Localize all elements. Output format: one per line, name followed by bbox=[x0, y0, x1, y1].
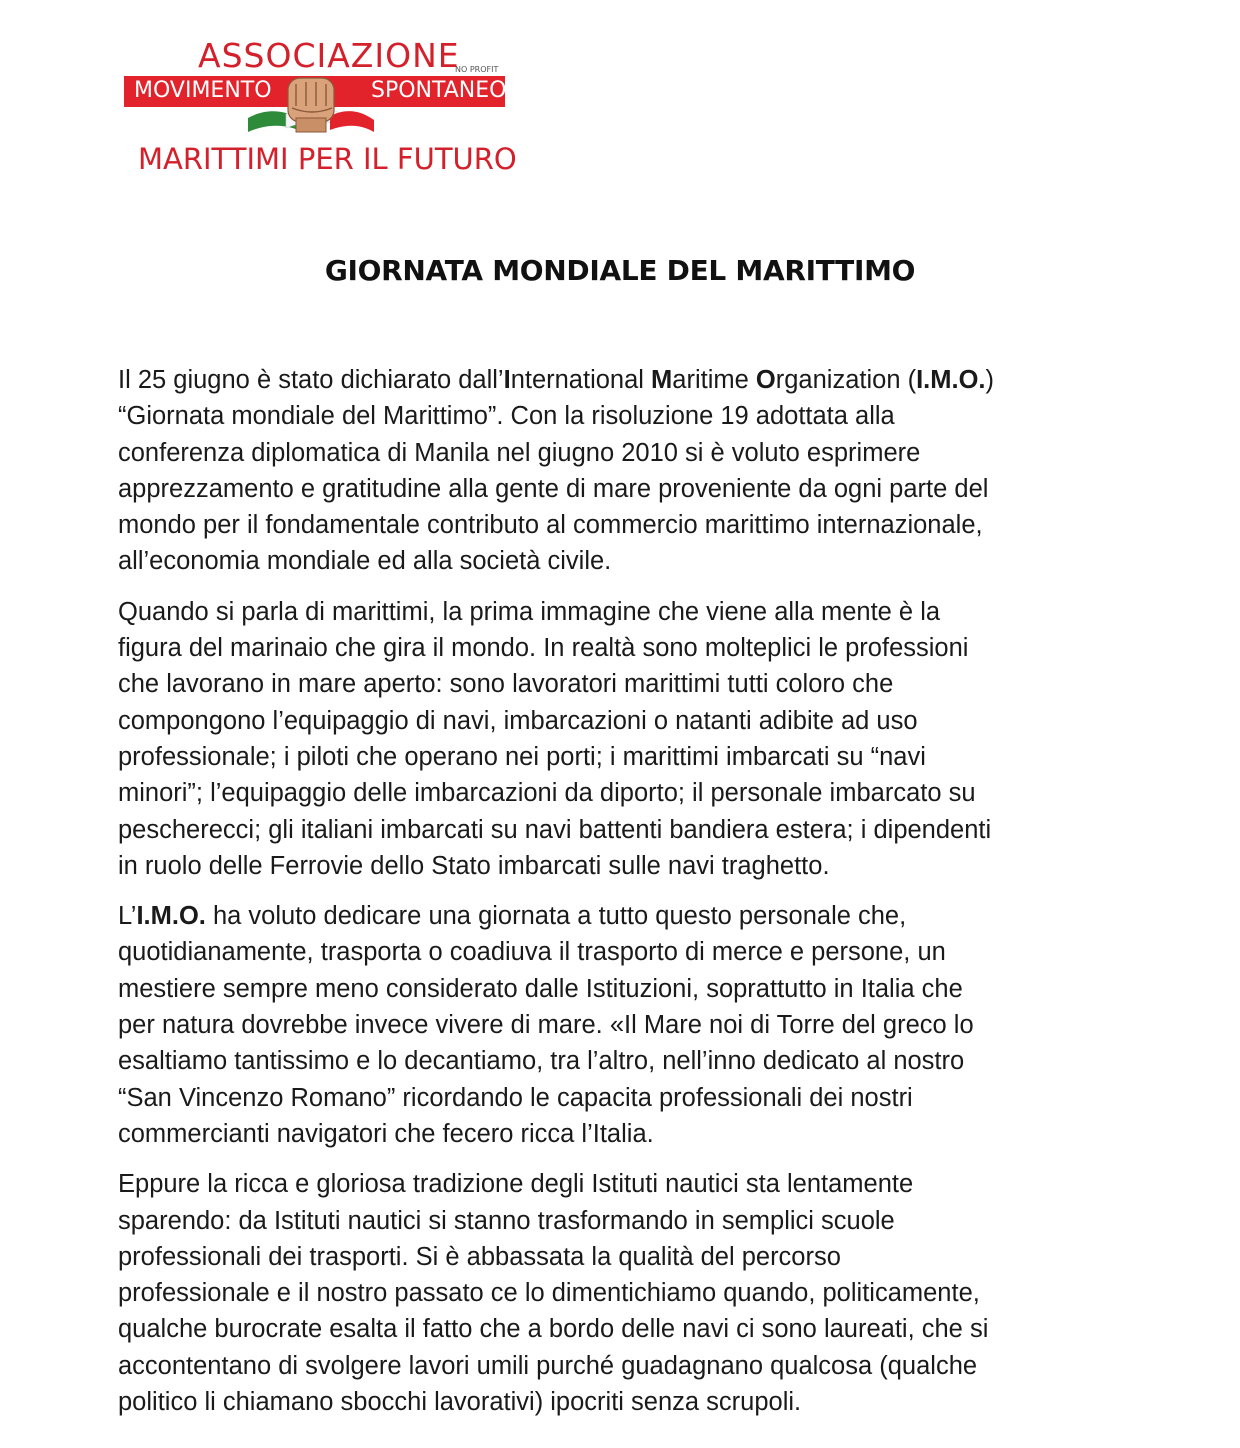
paragraph-line: accontentano di svolgere lavori umili purché guadagnano qualcosa (qualche bbox=[118, 1351, 978, 1380]
paragraph-line: Il 25 giugno è stato dichiarato dall’International Maritime Organization (I.M.O.) bbox=[118, 366, 994, 394]
paragraph-line: conferenza diplomatica di Manila nel giugno 2010 si è voluto esprimere bbox=[118, 438, 921, 467]
document-body bbox=[118, 362, 1128, 1434]
paragraph-line: “San Vincenzo Romano” ricordando le capacita professionali dei nostri bbox=[118, 1083, 913, 1112]
paragraph-line: professionali dei trasporti. Si è abbassata la qualità del percorso bbox=[118, 1242, 841, 1271]
paragraph-line: Eppure la ricca e gloriosa tradizione degli Istituti nautici sta lentamente bbox=[118, 1170, 914, 1199]
logo-nonprofit-label: NO PROFIT bbox=[455, 65, 499, 74]
paragraph-line: commercianti navigatori che fecero ricca l’Italia. bbox=[118, 1119, 654, 1148]
paragraph-line: esaltiamo tantissimo e lo decantiamo, tra l’altro, nell’inno dedicato al nostro bbox=[118, 1047, 965, 1076]
paragraph-line: compongono l’equipaggio di navi, imbarcazioni o natanti adibite ad uso bbox=[118, 706, 918, 735]
paragraph-line: professionale; i piloti che operano nei porti; i marittimi imbarcati su “navi bbox=[118, 742, 926, 771]
paragraph-line: figura del marinaio che gira il mondo. In realtà sono molteplici le professioni bbox=[118, 634, 969, 663]
paragraph-line: professionale e il nostro passato ce lo dimentichiamo quando, politicamente, bbox=[118, 1279, 980, 1308]
paragraph-line: che lavorano in mare aperto: sono lavoratori marittimi tutti coloro che bbox=[118, 670, 894, 699]
paragraph-line: mestiere sempre meno considerato dalle Istituzioni, soprattutto in Italia che bbox=[118, 974, 963, 1003]
paragraph-4 bbox=[118, 1166, 1128, 1420]
logo-top-text: ASSOCIAZIONE bbox=[198, 36, 460, 75]
paragraph-line: minori”; l’equipaggio delle imbarcazioni da diporto; il personale imbarcato su bbox=[118, 779, 976, 808]
paragraph-line: per natura dovrebbe invece vivere di mare. «Il Mare noi di Torre del greco lo bbox=[118, 1011, 974, 1040]
paragraph-1 bbox=[118, 362, 1128, 580]
paragraph-line: pescherecci; gli italiani imbarcati su navi battenti bandiera estera; i dipendenti bbox=[118, 815, 992, 844]
page-title: GIORNATA MONDIALE DEL MARITTIMO bbox=[324, 254, 916, 287]
flag-red-stripe bbox=[330, 111, 374, 132]
fist-flag-icon bbox=[246, 74, 376, 136]
paragraph-line: L’I.M.O. ha voluto dedicare una giornata a tutto questo personale che, bbox=[118, 902, 907, 931]
paragraph-line: sparendo: da Istituti nautici si stanno trasformando in semplici scuole bbox=[118, 1206, 895, 1235]
paragraph-line: all’economia mondiale ed alla società civile. bbox=[118, 547, 612, 576]
paragraph-line: mondo per il fondamentale contributo al commercio marittimo internazionale, bbox=[118, 511, 983, 540]
paragraph-line: Quando si parla di marittimi, la prima immagine che viene alla mente è la bbox=[118, 597, 941, 626]
paragraph-line: quotidianamente, trasporta o coadiuva il trasporto di merce e persone, un bbox=[118, 938, 946, 967]
paragraph-line: “Giornata mondiale del Marittimo”. Con la risoluzione 19 adottata alla bbox=[118, 402, 895, 431]
logo-band-left-text: MOVIMENTO bbox=[134, 78, 272, 103]
paragraph-line: apprezzamento e gratitudine alla gente di mare proveniente da ogni parte del bbox=[118, 474, 989, 503]
association-logo bbox=[118, 36, 518, 186]
paragraph-line: politico li chiamano sbocchi lavorativi) ipocriti senza scrupoli. bbox=[118, 1388, 802, 1417]
paragraph-3 bbox=[118, 898, 1128, 1152]
logo-band-right-text: SPONTANEO bbox=[371, 78, 507, 103]
paragraph-line: qualche burocrate esalta il fatto che a bordo delle navi ci sono laureati, che si bbox=[118, 1315, 989, 1344]
paragraph-2 bbox=[118, 594, 1128, 884]
paragraph-line: in ruolo delle Ferrovie dello Stato imbarcati sulle navi traghetto. bbox=[118, 851, 830, 880]
logo-bottom-text: MARITTIMI PER IL FUTURO bbox=[138, 142, 517, 176]
